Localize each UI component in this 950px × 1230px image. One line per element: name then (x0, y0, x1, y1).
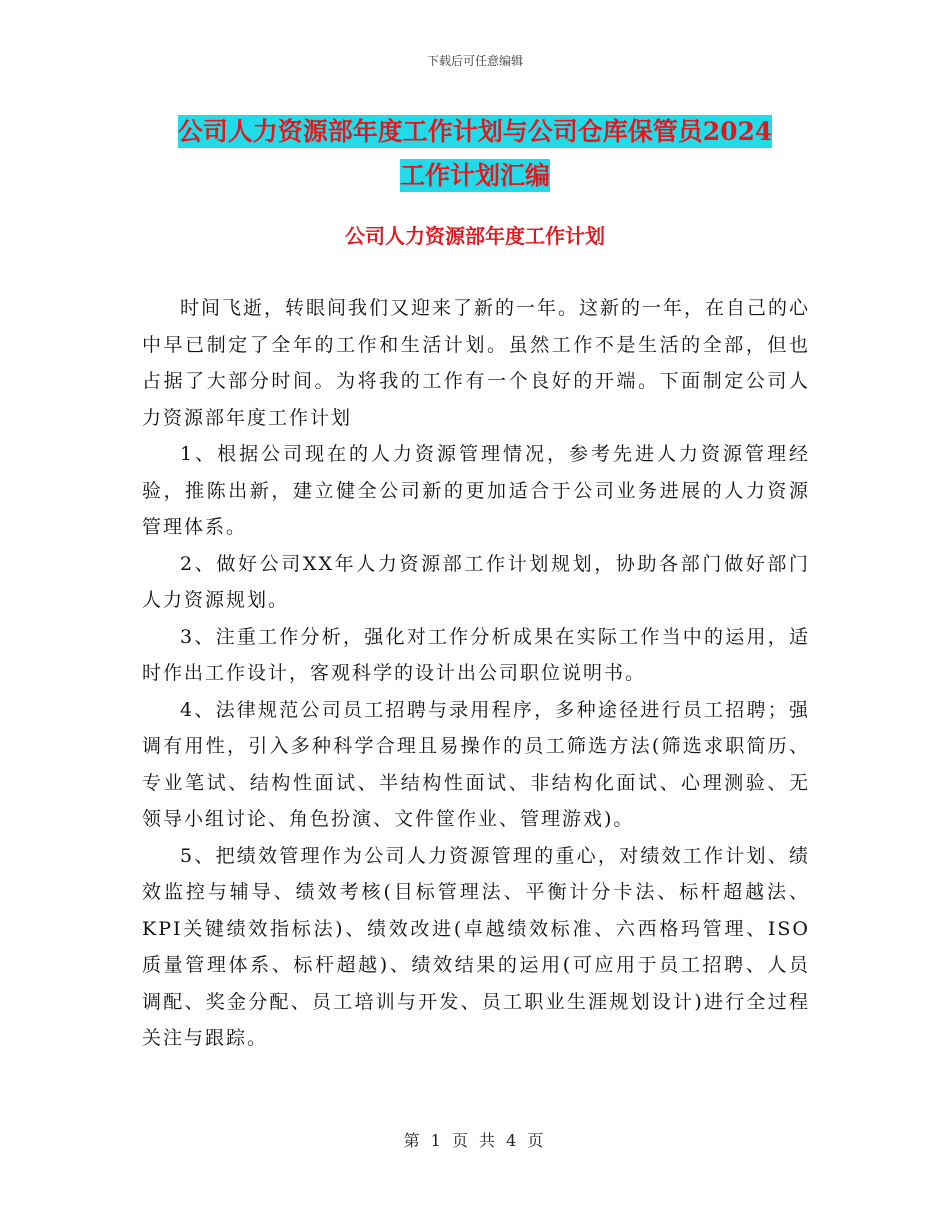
document-body (142, 290, 810, 1057)
plan-item-3: 3、注重工作分析，强化对工作分析成果在实际工作当中的运用，适时作出工作设计，客观科学的设计出公司职位说明书。 (142, 625, 810, 684)
intro-paragraph: 时间飞逝，转眼间我们又迎来了新的一年。这新的一年，在自己的心中早已制定了全年的工作和生活计划。虽然工作不是生活的全部，但也占据了大部分时间。为将我的工作有一个良好的开端。下面制定公司人力资源部年度工作计划 (142, 297, 811, 429)
plan-item-4: 4、法律规范公司员工招聘与录用程序，多种途径进行员工招聘；强调有用性，引入多种科学合理且易操作的员工筛选方法(筛选求职简历、专业笔试、结构性面试、半结构性面试、非结构化面试、心理测验、无领导小组讨论、角色扮演、文件筐作业、管理游戏)。 (142, 698, 810, 830)
document-title-line-2: 工作计划汇编 (399, 161, 550, 190)
section-heading: 公司人力资源部年度工作计划 (345, 224, 605, 248)
plan-item-5: 5、把绩效管理作为公司人力资源管理的重心，对绩效工作计划、绩效监控与辅导、绩效考核(目标管理法、平衡计分卡法、标杆超越法、KPI关键绩效指标法)、绩效改进(卓越绩效标准、六西格玛管理、ISO质量管理体系、标杆超越)、绩效结果的运用(可应用于员工招聘、人员调配、奖金分配、员工培训与开发、员工职业生涯规划设计)进行全过程关注与跟踪。 (142, 844, 810, 1049)
plan-item-2: 2、做好公司XX年人力资源部工作计划规划，协助各部门做好部门人力资源规划。 (142, 552, 810, 611)
document-title-line-1: 公司人力资源部年度工作计划与公司仓库保管员2024 (177, 117, 773, 146)
page-header-note: 下载后可任意编辑 (426, 54, 523, 68)
plan-item-1: 1、根据公司现在的人力资源管理情况，参考先进人力资源管理经验，推陈出新，建立健全公司新的更加适合于公司业务进展的人力资源管理体系。 (142, 443, 810, 538)
document-title (140, 110, 810, 198)
page-number: 第 1 页 共 4 页 (403, 1131, 547, 1150)
